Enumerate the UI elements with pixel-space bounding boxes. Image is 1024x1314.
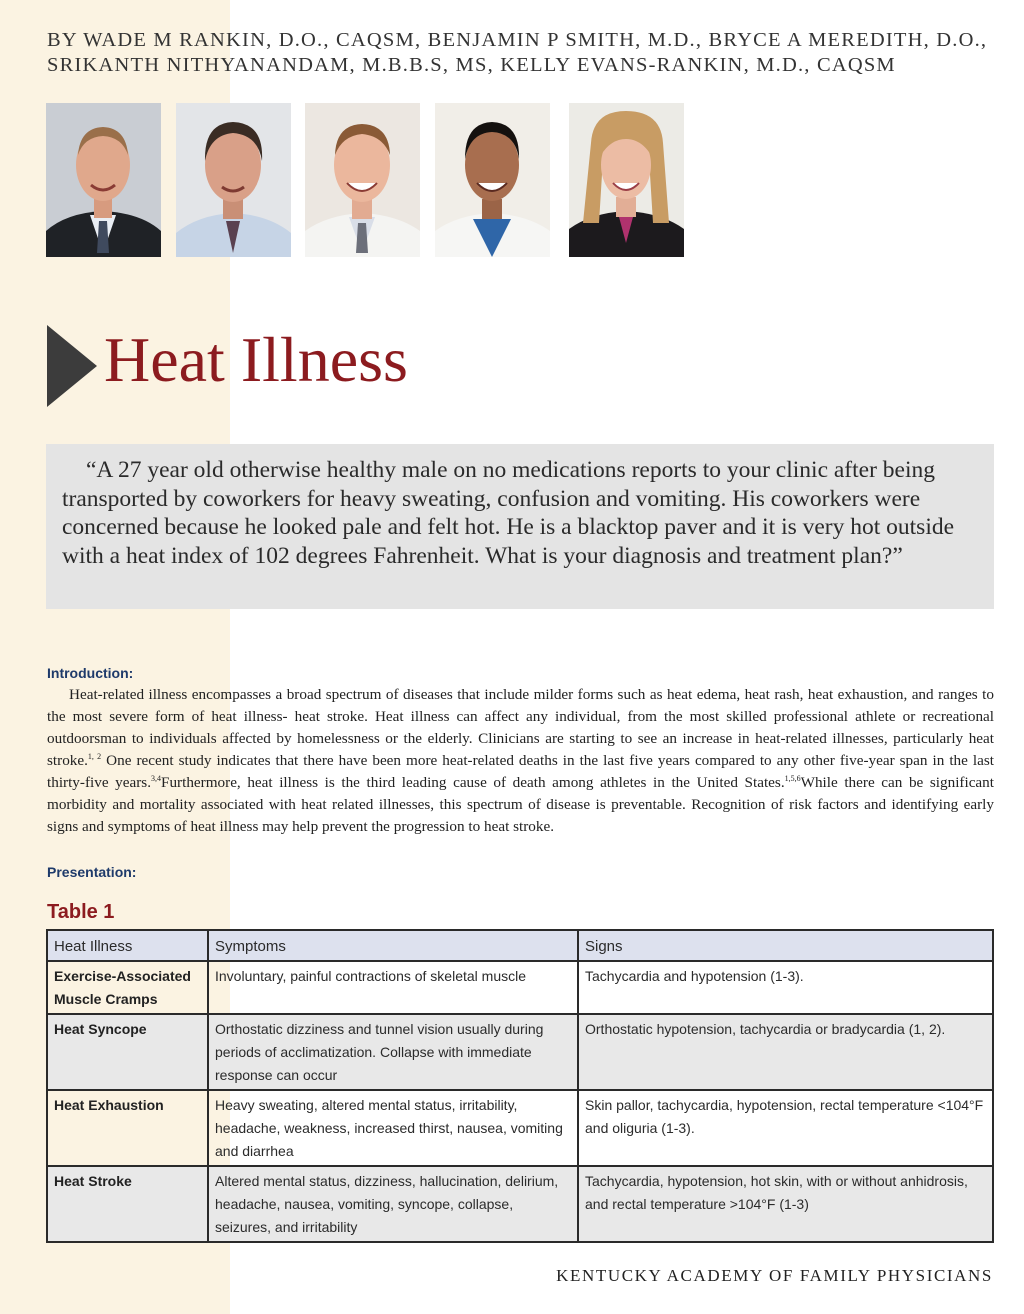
author-photo-1 [46,103,161,257]
presentation-heading: Presentation: [47,864,137,880]
row-signs: Tachycardia and hypotension (1-3). [578,961,993,1014]
intro-text-3: Furthermore, heat illness is the third leading cause of death among athletes in the United States. [161,774,785,791]
table-row [47,1090,993,1166]
author-photo-2 [176,103,291,257]
row-symptoms: Involuntary, painful contractions of skeletal muscle [208,961,578,1014]
publisher-footer: KENTUCKY ACADEMY OF FAMILY PHYSICIANS [556,1266,993,1285]
introduction-heading: Introduction: [47,665,134,681]
introduction-paragraph [47,684,994,838]
intro-text-2: One recent study indicates that there have been more heat-related deaths in the last five years compared to any other five-year span in the last thirty-five years. [47,752,994,791]
row-signs: Orthostatic hypotension, tachycardia or bradycardia (1, 2). [578,1014,993,1090]
header-heat-illness: Heat Illness [47,930,208,961]
row-illness: Heat Exhaustion [47,1090,208,1166]
heat-illness-table [46,929,994,1243]
author-line-1: BY WADE M RANKIN, D.O., CAQSM, BENJAMIN P SMITH, M.D., BRYCE A MEREDITH, D.O., [47,29,988,51]
table-row [47,1166,993,1242]
author-photo-5 [569,103,684,257]
author-photo-4 [435,103,550,257]
table-header-row [47,930,993,961]
row-illness: Heat Syncope [47,1014,208,1090]
play-arrow-icon [47,325,97,407]
row-illness: Exercise-Associated Muscle Cramps [47,961,208,1014]
row-symptoms: Orthostatic dizziness and tunnel vision usually during periods of acclimatization. Collapse with immediate response can occur [208,1014,578,1090]
table-row [47,1014,993,1090]
citation-3: 1,5,6 [784,773,801,783]
intro-text-1: Heat-related illness encompasses a broad spectrum of diseases that include milder forms such as heat edema, heat rash, heat exhaustion, and ranges to the most severe form of heat illness- heat stroke. Heat illness can affect any individual, from the most skilled professional athlete or recreational outdoorsman to individuals affected by homelessness or the elderly. Clinicians are starting to see an increase in heat-related illnesses, particularly heat stroke. [47,686,994,769]
intro-text-4: While there can be significant morbidity and mortality associated with heat related illnesses, this spectrum of disease is preventable. Recognition of risk factors and identifying early signs and symptoms of heat illness may help prevent the progression to heat stroke. [47,774,994,835]
author-byline [47,28,1007,78]
citation-1: 1, 2 [87,751,102,761]
table-title: Table 1 [47,901,115,923]
header-symptoms: Symptoms [208,930,578,961]
row-signs: Tachycardia, hypotension, hot skin, with or without anhidrosis, and rectal temperature >104°F (1-3) [578,1166,993,1242]
case-quote-box [46,444,994,609]
case-quote: “A 27 year old otherwise healthy male on no medications reports to your clinic after being transported by coworkers for heavy sweating, confusion and vomiting. His coworkers were concerned because he looked pale and felt hot. He is a blacktop paver and it is very hot outside with a heat index of 102 degrees Fahrenheit. What is your diagnosis and treatment plan?” [62,457,955,569]
citation-2: 3,4 [151,773,162,783]
row-signs: Skin pallor, tachycardia, hypotension, rectal temperature <104°F and oliguria (1-3). [578,1090,993,1166]
article-title: Heat Illness [104,324,408,395]
row-symptoms: Heavy sweating, altered mental status, irritability, headache, weakness, increased thirst, nausea, vomiting and diarrhea [208,1090,578,1166]
row-illness: Heat Stroke [47,1166,208,1242]
author-line-2: SRIKANTH NITHYANANDAM, M.B.B.S, MS, KELLY EVANS-RANKIN, M.D., CAQSM [47,54,896,76]
header-signs: Signs [578,930,993,961]
table-row [47,961,993,1014]
author-photo-3 [305,103,420,257]
row-symptoms: Altered mental status, dizziness, hallucination, delirium, headache, nausea, vomiting, syncope, collapse, seizures, and irritability [208,1166,578,1242]
